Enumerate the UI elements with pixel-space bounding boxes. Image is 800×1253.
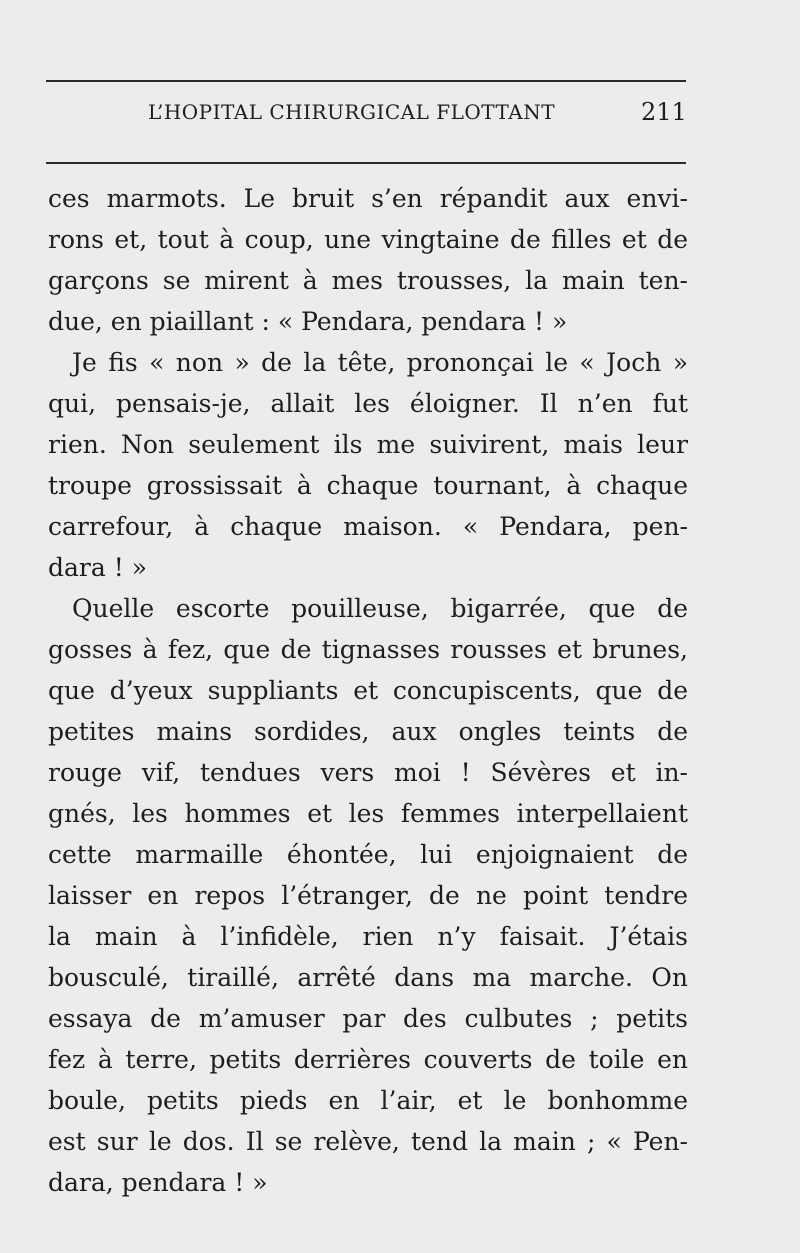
text-line: essaya de m’amuser par des culbutes ; petits [48,1004,688,1033]
text-line: dara ! » [48,553,147,582]
text-line: la main à l’infidèle, rien n’y faisait. J’étais [48,922,688,951]
header-bottom-rule [46,162,686,164]
text-line: garçons se mirent à mes trousses, la main ten- [48,266,688,295]
text-line: laisser en repos l’étranger, de ne point tendre [48,881,688,910]
text-line: est sur le dos. Il se relève, tend la main ; « Pen- [48,1127,688,1156]
text-line: bousculé, tiraillé, arrêté dans ma marche. On [48,963,688,992]
header-top-rule [46,80,686,82]
text-line: que d’yeux suppliants et concupiscents, que de [48,676,688,705]
text-line: boule, petits pieds en l’air, et le bonhomme [48,1086,688,1115]
text-line: gnés, les hommes et les femmes interpellaient [48,799,688,828]
text-line: due, en piaillant : « Pendara, pendara ! » [48,307,568,336]
text-line: dara, pendara ! » [48,1168,268,1197]
text-line: rouge vif, tendues vers moi ! Sévères et in- [48,758,688,787]
text-line: Je fis « non » de la tête, prononçai le « Joch » [72,348,688,377]
text-line: rien. Non seulement ils me suivirent, mais leur [48,430,688,459]
text-line: ces marmots. Le bruit s’en répandit aux envi- [48,184,688,213]
text-line: cette marmaille éhontée, lui enjoignaient de [48,840,688,869]
text-line: petites mains sordides, aux ongles teints de [48,717,688,746]
text-line: troupe grossissait à chaque tournant, à chaque [48,471,688,500]
text-line: gosses à fez, que de tignasses rousses et brunes, [48,635,688,664]
text-line: Quelle escorte pouilleuse, bigarrée, que de [72,594,688,623]
text-line: carrefour, à chaque maison. « Pendara, pen- [48,512,688,541]
page-number: 211 [641,98,687,126]
text-line: qui, pensais-je, allait les éloigner. Il n’en fut [48,389,688,418]
body-text [48,178,688,1203]
text-line: fez à terre, petits derrières couverts de toile en [48,1045,688,1074]
running-title: L’HOPITAL CHIRURGICAL FLOTTANT [148,100,556,124]
text-line: rons et, tout à coup, une vingtaine de filles et de [48,225,688,254]
